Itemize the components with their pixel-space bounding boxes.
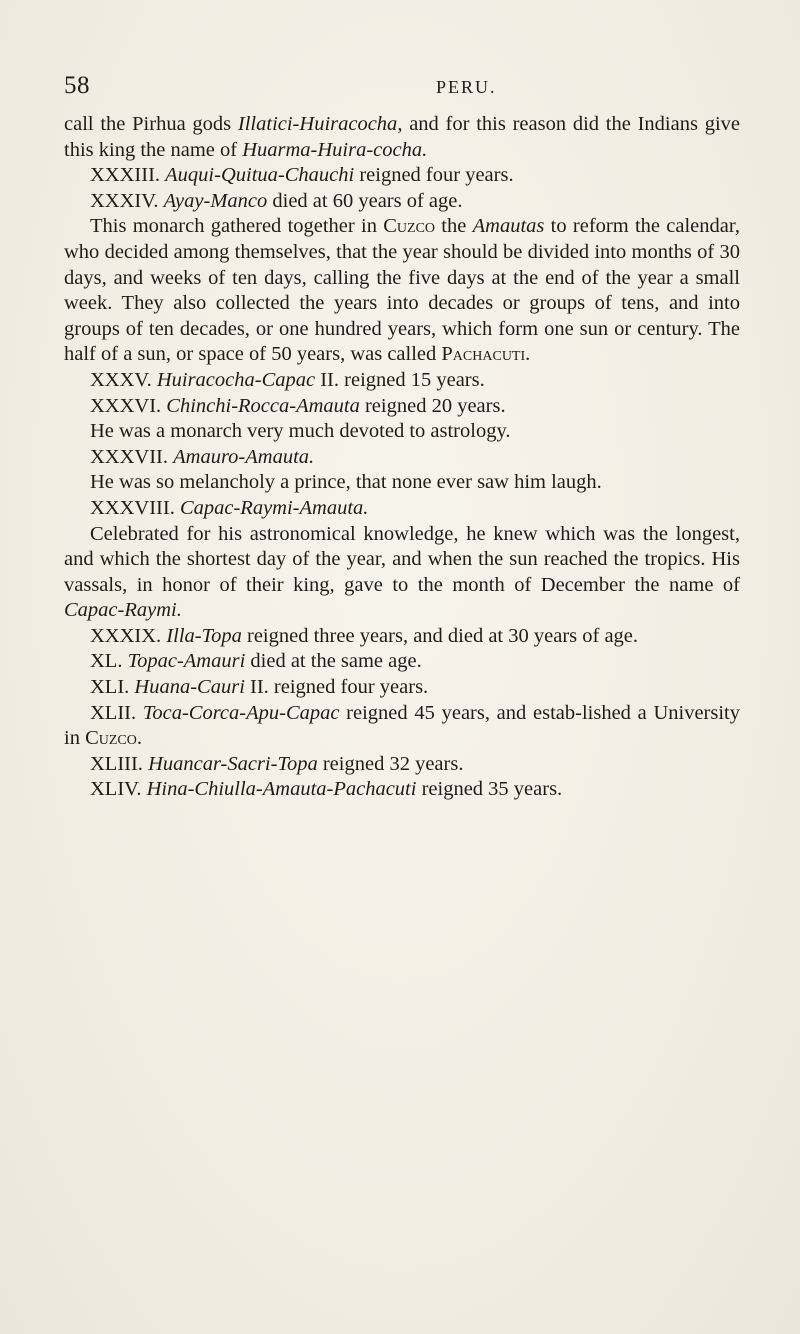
text-run: XLII.: [90, 701, 143, 724]
paragraph: [64, 394, 740, 420]
text-run: XXXVII.: [90, 445, 174, 468]
text-run: XLIV.: [90, 778, 147, 801]
paragraph: [64, 214, 740, 368]
text-run: reigned 32 years.: [317, 752, 464, 775]
italic-name: Illa-Topa: [166, 624, 242, 647]
text-run: XLIII.: [90, 752, 149, 775]
italic-name: Ayay-Manco: [163, 189, 268, 212]
text-run: XL.: [90, 650, 128, 673]
text-run: XXXIX.: [90, 624, 167, 647]
text-run: II. reigned 15 years.: [315, 368, 485, 391]
text-run: to reform the calendar, who decided among themselves, that the year should be divided into months of 30 days, and weeks of ten days, calling the five days at the end of the year a small week. They also collected the years into decades or groups of tens, and into groups of ten decades, or one hundred years, which form one sun or century. The half of a sun, or space of 50 years, was called: [64, 215, 740, 366]
paragraph: [64, 522, 740, 624]
italic-name: Hina-Chiulla-Amauta-Pachacuti: [146, 778, 417, 801]
italic-name: Huana-Cauri: [134, 676, 245, 699]
paragraph: [64, 419, 740, 445]
paragraph: [64, 189, 740, 215]
italic-name: Toca-Corca-Apu-Capac: [142, 701, 340, 724]
text-run: This monarch gathered together in: [90, 215, 384, 238]
small-caps-term: Pachacuti.: [441, 343, 531, 366]
body-text: [64, 112, 740, 803]
text-run: II. reigned four years.: [244, 676, 429, 699]
text-run: reigned 35 years.: [416, 778, 563, 801]
text-run: XXXIV.: [90, 189, 164, 212]
italic-name: Amauro-Amauta.: [173, 445, 315, 468]
text-run: call the Pirhua gods: [64, 113, 238, 135]
text-run: He was a monarch very much devoted to astrology.: [90, 420, 511, 443]
paragraph: [64, 368, 740, 394]
small-caps-term: Cuzco: [383, 215, 436, 238]
text-run: reigned three years, and died at 30 years of age.: [241, 624, 639, 647]
italic-name: Huarma-Huira-cocha.: [242, 138, 428, 161]
italic-name: Huiracocha-Capac: [156, 368, 316, 391]
paragraph: [64, 675, 740, 701]
paragraph: [64, 777, 740, 803]
text-run: XLI.: [90, 676, 135, 699]
italic-name: Huancar-Sacri-Topa: [148, 752, 318, 775]
text-run: the: [435, 215, 473, 238]
text-run: XXXVIII.: [90, 496, 180, 519]
text-run: died at 60 years of age.: [267, 189, 463, 212]
text-run: reigned four years.: [354, 164, 514, 187]
text-run: He was so melancholy a prince, that none ever saw him laugh.: [90, 471, 602, 494]
italic-name: Illatici-Huiracocha: [237, 113, 398, 135]
text-run: reigned 45 years, and estab-lished a University in: [64, 701, 740, 750]
italic-name: Amautas: [472, 215, 545, 238]
text-run: Celebrated for his astronomical knowledge, he knew which was the longest, and which the shortest day of the year, and when the sun reached the tropics. His vassals, in honor of their king, gave to the month of December the name of: [64, 522, 740, 596]
italic-name: Auqui-Quitua-Chauchi: [165, 164, 355, 187]
paragraph: [64, 496, 740, 522]
text-run: XXXVI.: [90, 394, 167, 417]
text-run: XXXIII.: [90, 164, 166, 187]
running-title: PERU.: [436, 77, 497, 97]
paragraph: [64, 649, 740, 675]
italic-name: Topac-Amauri: [127, 650, 246, 673]
paragraph: [64, 752, 740, 778]
italic-name: Chinchi-Rocca-Amauta: [166, 394, 360, 417]
paragraph: [64, 701, 740, 752]
running-head: [64, 72, 740, 102]
paragraph: [64, 112, 740, 163]
text-run: reigned 20 years.: [359, 394, 506, 417]
text-run: XXXV.: [90, 368, 157, 391]
paragraph: [64, 624, 740, 650]
small-caps-term: Cuzco.: [85, 727, 142, 750]
paragraph: [64, 445, 740, 471]
paragraph: [64, 470, 740, 496]
text-run: died at the same age.: [245, 650, 422, 673]
italic-name: Capac-Raymi-Amauta.: [179, 496, 369, 519]
page-number: 58: [64, 72, 90, 99]
text-run: , and for this reason did the Indians give this king the name of: [64, 113, 740, 161]
italic-name: Capac-Raymi.: [64, 599, 182, 622]
paragraph: [64, 163, 740, 189]
